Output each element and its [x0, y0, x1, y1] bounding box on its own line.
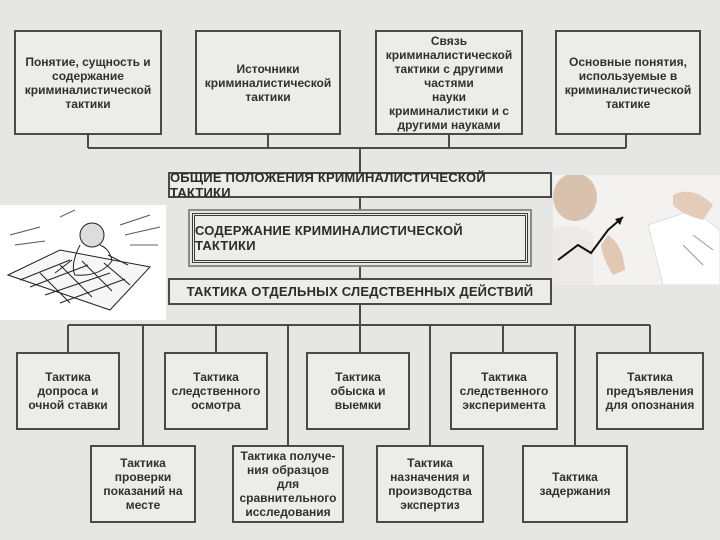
business-chart-photo [553, 175, 720, 285]
expertise-box: Тактика назначения и производства экспертиз [376, 445, 484, 523]
interrogation-box: Тактика допроса и очной ставки [16, 352, 120, 430]
general-provisions-bar: ОБЩИЕ ПОЛОЖЕНИЯ КРИМИНАЛИСТИЧЕСКОЙ ТАКТИКИ [168, 172, 552, 198]
identification-box: Тактика предъявления для опознания [596, 352, 704, 430]
experiment-box: Тактика следственного эксперимента [450, 352, 558, 430]
samples-box: Тактика получе- ния образцов для сравнительного исследования [232, 445, 344, 523]
investigator-sketch-image [0, 205, 166, 320]
relation-box: Связь криминалистической тактики с другими частями науки криминалистики и с другими науками [375, 30, 523, 135]
concept-box: Понятие, сущность и содержание криминалистической тактики [14, 30, 162, 135]
search-seizure-box: Тактика обыска и выемки [306, 352, 410, 430]
basic-concepts-box: Основные понятия, используемые в криминалистической тактике [555, 30, 701, 135]
sources-box: Источники криминалистической тактики [195, 30, 341, 135]
detention-box: Тактика задержания [522, 445, 628, 523]
verification-box: Тактика проверки показаний на месте [90, 445, 196, 523]
specific-actions-bar: ТАКТИКА ОТДЕЛЬНЫХ СЛЕДСТВЕННЫХ ДЕЙСТВИЙ [168, 278, 552, 305]
tactics-content-bar: СОДЕРЖАНИЕ КРИМИНАЛИСТИЧЕСКОЙ ТАКТИКИ [192, 213, 528, 263]
inspection-box: Тактика следственного осмотра [164, 352, 268, 430]
